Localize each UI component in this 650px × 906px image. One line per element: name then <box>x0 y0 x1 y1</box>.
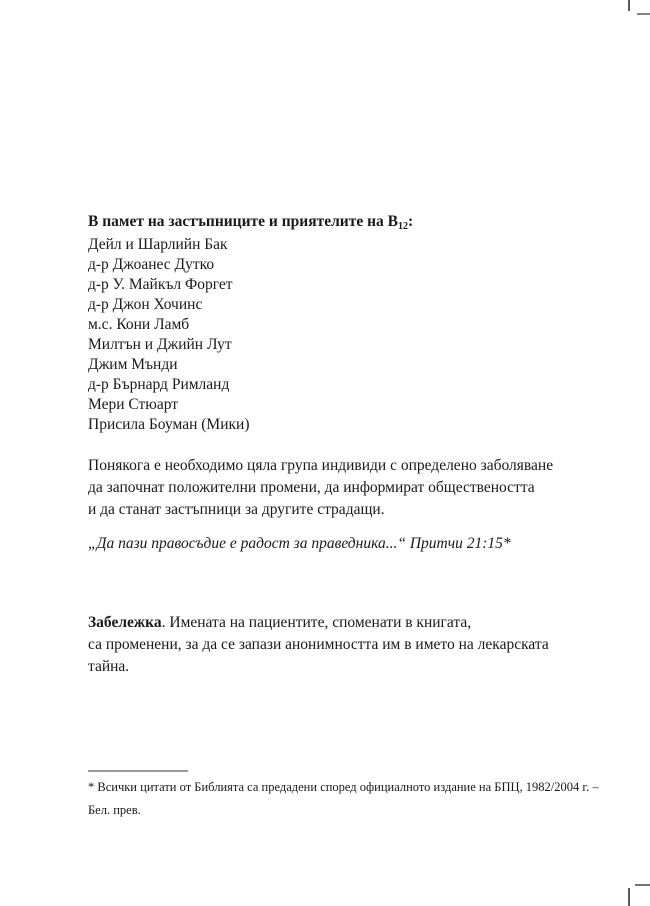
dedication-paragraph <box>88 455 553 521</box>
note-first-line-text: . Имената на пациентите, споменати в книгата, <box>161 614 472 631</box>
crop-mark-top-right-horizontal <box>637 13 650 15</box>
dedication-name: д-р Бърнард Римланд <box>88 376 230 393</box>
footnote-line: Бел. прев. <box>88 803 141 817</box>
footnote <box>88 776 599 822</box>
footnote-line: * Всички цитати от Библията са предадени според официалното издание на БПЦ, 1982/2004 г. – <box>88 780 599 794</box>
crop-mark-bottom-right-vertical <box>628 888 630 906</box>
note-label: Забележка <box>88 614 162 631</box>
paragraph-line: и да станат застъпници за другите страдащи. <box>88 501 385 518</box>
footnote-divider <box>88 770 188 772</box>
dedication-name: Мери Стюарт <box>88 396 179 413</box>
dedication-name: Дейл и Шарлийн Бак <box>88 236 228 253</box>
dedication-name: Милтън и Джийн Лут <box>88 336 232 353</box>
crop-mark-bottom-right-horizontal <box>635 884 650 886</box>
note-line: тайна. <box>88 658 130 675</box>
dedication-heading-text: В памет на застъпниците и приятелите на В <box>88 213 398 230</box>
dedication-heading-colon: : <box>407 213 414 230</box>
dedication-names-list <box>88 235 250 435</box>
dedication-name: Джим Мънди <box>88 356 178 373</box>
note-line <box>88 612 549 634</box>
dedication-name: м.с. Кони Ламб <box>88 316 190 333</box>
paragraph-line: Понякога е необходимо цяла група индивиди с определено заболяване <box>88 457 554 474</box>
dedication-name: д-р У. Майкъл Форгет <box>88 276 233 293</box>
vitamin-b12-subscript: 12 <box>397 221 408 232</box>
note-line: са променени, за да се запази анонимността им в името на лекарската <box>88 636 549 653</box>
translator-note <box>88 612 549 678</box>
crop-mark-top-right-vertical <box>628 0 630 11</box>
dedication-heading <box>88 212 413 232</box>
dedication-name: д-р Джоанес Дутко <box>88 256 215 273</box>
bible-quote: „Да пази правосъдие е радост за праведника...“ Притчи 21:15* <box>88 535 511 552</box>
dedication-name: Присила Боуман (Мики) <box>88 416 250 433</box>
paragraph-line: да започнат положителни промени, да информират обществеността <box>88 479 535 496</box>
dedication-name: д-р Джон Хочинс <box>88 296 203 313</box>
